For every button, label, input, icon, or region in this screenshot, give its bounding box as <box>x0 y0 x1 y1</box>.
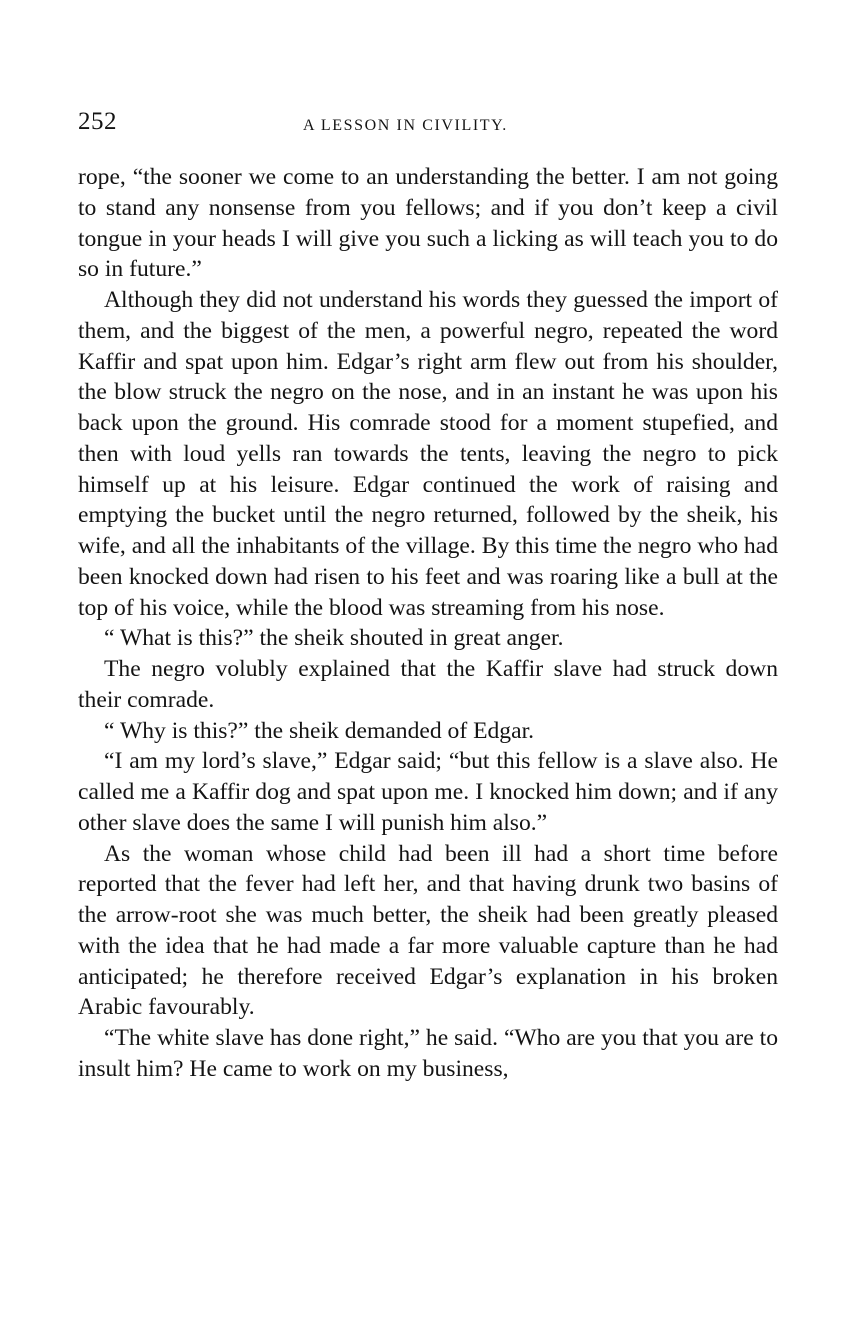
paragraph: Although they did not understand his words they guessed the import of them, and the biggest of the men, a powerful negro, repeated the word Kaffir and spat upon him. Edgar’s right arm flew out from his shoulder, the blow struck the negro on the nose, and in an instant he was upon his back upon the ground. His comrade stood for a moment stupefied, and then with loud yells ran towards the tents, leaving the negro to pick himself up at his leisure. Edgar continued the work of raising and emptying the bucket until the negro returned, followed by the sheik, his wife, and all the inhabitants of the village. By this time the negro who had been knocked down had risen to his feet and was roaring like a bull at the top of his voice, while the blood was streaming from his nose. <box>78 287 778 621</box>
page-header <box>78 108 778 142</box>
page-number: 252 <box>78 108 117 135</box>
paragraph: rope, “the sooner we come to an understanding the better. I am not going to stand any nonsense from you fellows; and if you don’t keep a civil tongue in your heads I will give you such a licking as will teach you to do so in future.” <box>78 164 778 283</box>
paragraph: “ Why is this?” the sheik demanded of Edgar. <box>104 717 535 744</box>
body-text <box>78 162 778 1085</box>
running-title: A LESSON IN CIVILITY. <box>303 117 508 134</box>
paragraph: “I am my lord’s slave,” Edgar said; “but this fellow is a slave also. He called me a Kaffir dog and spat upon me. I knocked him down; and if any other slave does the same I will punish him also.” <box>78 748 778 836</box>
paragraph: As the woman whose child had been ill had a short time before reported that the fever had left her, and that having drunk two basins of the arrow-root she was much better, the sheik had been greatly pleased with the idea that he had made a far more valuable capture than he had anticipated; he therefore received Edgar’s explanation in his broken Arabic favourably. <box>78 840 778 1021</box>
book-page <box>78 108 778 1085</box>
paragraph: “The white slave has done right,” he said. “Who are you that you are to insult him? He came to work on my business, <box>78 1025 778 1082</box>
paragraph: The negro volubly explained that the Kaffir slave had struck down their comrade. <box>78 656 778 713</box>
paragraph: “ What is this?” the sheik shouted in great anger. <box>104 625 564 652</box>
